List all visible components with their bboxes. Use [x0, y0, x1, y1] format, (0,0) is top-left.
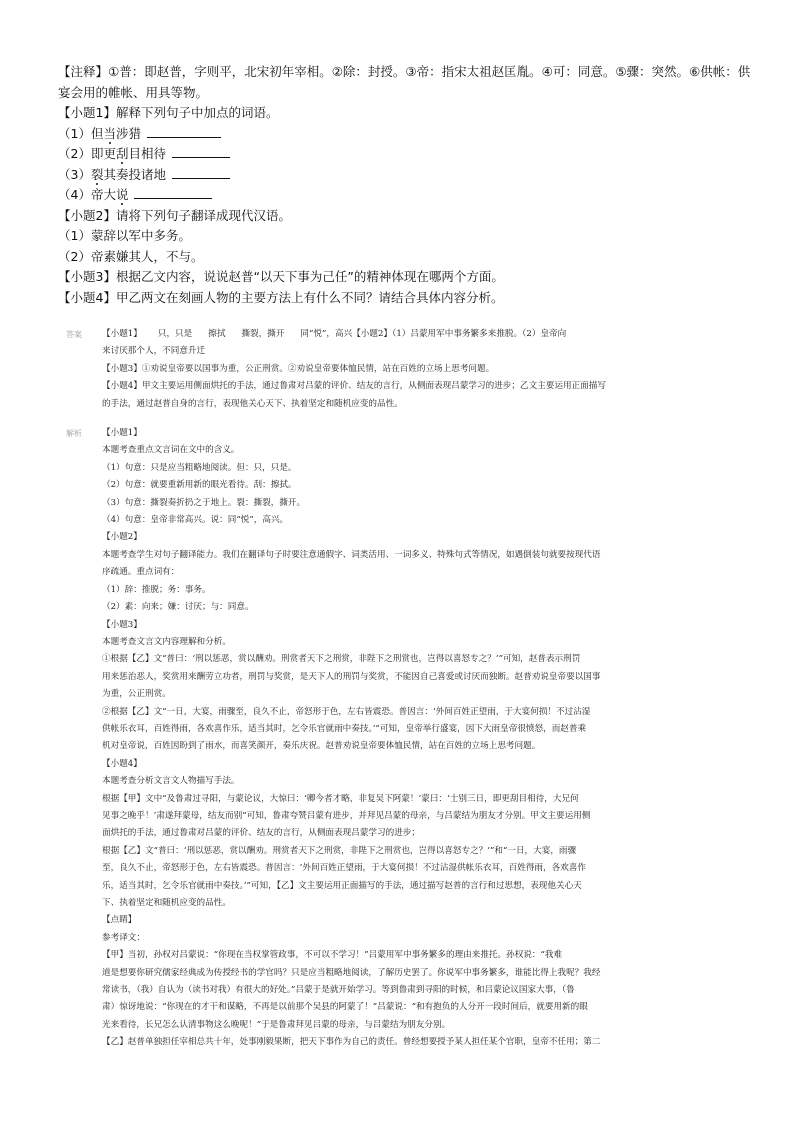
answer-blank[interactable] — [172, 144, 230, 158]
analysis-line: （1）句意：只是应当粗略地阅读。但：只，只是。 — [102, 462, 297, 473]
q1-item-4: （4）帝大说 — [58, 185, 758, 206]
analysis-line: 【小题4】 — [102, 758, 142, 769]
analysis-line: 【小题1】 — [102, 428, 142, 439]
answer-line-2: 来讨厌那个人，不同意升迁 — [102, 346, 206, 357]
analysis-line: （2）素：向来；嫌：讨厌；与：同意。 — [102, 602, 254, 613]
answer-blank[interactable] — [147, 124, 221, 138]
analysis-line: 根据【乙】文“普曰：‘刑以惩恶，赏以酬劝。刑赏者天下之刑赏，非陛下之刑赏也，岂得以喜怒专之？’”和“一日，大宴，雨骤 — [102, 845, 577, 856]
analysis-line: 机对皇帝说，百姓因盼到了雨水，而喜笑颜开，奏乐庆祝。赵普劝说皇帝要体恤民情，站在百姓的立场上思考问题。 — [102, 741, 541, 752]
analysis-line: ②根据【乙】文“一日，大宴，雨骤至，良久不止，帝怒形于色，左右皆震恐。普因言：‘外间百姓正望雨，于大宴何损！不过沾湿 — [102, 706, 591, 717]
answer-q4-2: 的手法，通过赵普自身的言行，表现他关心天下、执着坚定和随机应变的品性。 — [102, 398, 403, 409]
answer-line-1: 【小题1】 只，只是 擦拭 撕裂，撕开 同“悦”，高兴【小题2】（1）吕蒙用军中事务繁多来推脱。（2）皇帝向 — [102, 329, 567, 339]
answer-q3: 【小题3】①劝说皇帝要以国事为重，公正刑赏。②劝说皇帝要体恤民情，站在百姓的立场上思考问题。 — [102, 363, 495, 374]
analysis-line: 本题考查分析文言文人物描写手法。 — [102, 776, 240, 787]
analysis-label: 解析 — [66, 429, 82, 439]
answer-q4-1: 【小题4】甲文主要运用侧面烘托的手法，通过鲁肃对吕蒙的评价、结友的言行，从侧面表现吕蒙学习的进步；乙文主要运用正面描写 — [102, 381, 606, 392]
q3-title: 【小题3】根据乙文内容，说说赵普“以天下事为己任”的精神体现在哪两个方面。 — [58, 269, 504, 284]
analysis-line: 供帐乐衣耳，百姓得雨，各欢喜作乐，适当其时，乞令乐官就雨中奏技。’”可知，皇帝举行盛宴，因下大雨皇帝很愤怒，而赵普乘 — [102, 723, 587, 734]
notes: 【注释】①普：即赵普，字则平，北宋初年宰相。②除：封授。③帝：指宋太祖赵匡胤。④可：同意。⑤骤：突然。⑥供帐：供宴会用的帷帐、用具等物。 — [58, 64, 751, 100]
analysis-line: 【点睛】 — [102, 915, 137, 926]
q1-item-1: （1）但当涉猎 — [58, 124, 758, 145]
analysis-line: 面烘托的手法，通过鲁肃对吕蒙的评价、结友的言行，从侧面表现吕蒙学习的进步； — [102, 828, 420, 839]
analysis-line: ①根据【乙】文“普曰：‘刑以惩恶，赏以酬劝。刑赏者天下之刑赏，非陛下之刑赏也，岂得以喜怒专之？’”可知，赵普表示刑罚 — [102, 654, 581, 665]
q4-title: 【小题4】甲乙两文在刻画人物的主要方法上有什么不同？请结合具体内容分析。 — [58, 289, 504, 305]
analysis-line: 为重，公正刑赏。 — [102, 689, 171, 700]
question-section — [58, 62, 758, 308]
analysis-line: 本题考查重点文言词在文中的含义。 — [102, 445, 240, 456]
analysis-line: 见事之晚乎！’肃遂拜蒙母，结友而别”可知，鲁肃夸赞吕蒙有进步，并拜见吕蒙的母亲，与吕蒙结为朋友才分别。甲文主要运用侧 — [102, 810, 591, 821]
analysis-line: （1）辞：推脱；务：事务。 — [102, 584, 211, 595]
analysis-line: 序疏通。重点词有： — [102, 567, 180, 578]
analysis-body — [102, 425, 756, 1052]
analysis-line: 下、执着坚定和随机应变的品性。 — [102, 898, 231, 908]
q1-title: 【小题1】解释下列句子中加点的词语。 — [58, 105, 279, 120]
analysis-line: 道是想要你研究儒家经典成为传授经书的学官吗？只是应当粗略地阅读，了解历史罢了。你说军中事务繁多，谁能比得上我呢？我经 — [102, 967, 601, 978]
analysis-line: 肃）惊讶地说：“你现在的才干和谋略，不再是以前那个吴县的阿蒙了！”吕蒙说：“和有抱负的人分开一段时间后，就要用新的眼 — [102, 1002, 588, 1013]
analysis-line: （4）句意：皇帝非常高兴。说：同“悦”，高兴。 — [102, 515, 289, 526]
q2-title: 【小题2】请将下列句子翻译成现代汉语。 — [58, 207, 291, 223]
analysis-line: 【甲】当初，孙权对吕蒙说：“你现在当权掌管政事，不可以不学习！”吕蒙用军中事务繁多的理由来推托。孙权说：“我难 — [102, 950, 563, 961]
answer-blank[interactable] — [172, 165, 230, 179]
answer-blank[interactable] — [134, 185, 212, 199]
analysis-line: 乐，适当其时，乞令乐官就雨中奏技。’”可知，【乙】文主要运用正面描写的手法，通过描写赵普的言行和过思想，表现他关心天 — [102, 880, 582, 891]
analysis-line: 本题考查学生对句子翻译能力。我们在翻译句子时要注意通假字、词类活用、一词多义、特殊句式等情况，如遇倒装句就要按现代语 — [102, 549, 601, 560]
analysis-line: 【小题3】 — [102, 619, 142, 630]
analysis-line: 用来惩治恶人，奖赏用来酬劳立功者，刑罚与奖赏，是天下人的刑罚与奖赏，不能因自己喜爱或讨厌而独断。赵普劝说皇帝要以国事 — [102, 671, 601, 682]
analysis-line: 根据【甲】文中“及鲁肃过寻阳，与蒙论议，大惊曰：‘卿今者才略，非复吴下阿蒙！’蒙曰：‘士别三日，即更刮目相待，大兄何 — [102, 793, 579, 804]
analysis-line: 光来看待，长兄怎么认清事物这么晚呢！”于是鲁肃拜见吕蒙的母亲，与吕蒙结为朋友分别。 — [102, 1019, 451, 1030]
q1-item-3: （3）裂其奏投诸地 — [58, 165, 758, 186]
analysis-line: （3）句意：撕裂奏折扔之于地上。裂：撕裂，撕开。 — [102, 497, 306, 508]
answer-block — [66, 326, 756, 413]
analysis-line: （2）句意：就要重新用新的眼光看待。刮：擦拭。 — [102, 480, 297, 491]
analysis-line: 至，良久不止，帝怒形于色，左右皆震恐。普因言：‘外间百姓正望雨，于大宴何损！不过沾湿供帐乐衣耳，百姓得雨，各欢喜作 — [102, 863, 586, 874]
q2-item-2: （2）帝素嫌其人，不与。 — [58, 248, 204, 264]
analysis-line: 【小题2】 — [102, 532, 142, 543]
q1-item-2: （2）即更刮目相待 — [58, 144, 758, 165]
analysis-line: 参考译文： — [102, 932, 145, 943]
analysis-line: 常读书，（我）自认为（读书对我）有很大的好处。”吕蒙于是就开始学习。等到鲁肃到寻阳的时候，和吕蒙论议国家大事，（鲁 — [102, 985, 575, 996]
analysis-line: 【乙】赵普单独担任宰相总共十年，处事刚毅果断，把天下事作为自己的责任。曾经想要授予某人担任某个官职，皇帝不任用；第二 — [102, 1037, 601, 1048]
analysis-block — [66, 425, 756, 1052]
q2-item-1: （1）蒙辞以军中多务。 — [58, 228, 191, 243]
answer-label: 答案 — [66, 330, 82, 339]
analysis-line: 本题考查文言文内容理解和分析。 — [102, 636, 231, 647]
answer-analysis-section — [66, 326, 756, 1052]
